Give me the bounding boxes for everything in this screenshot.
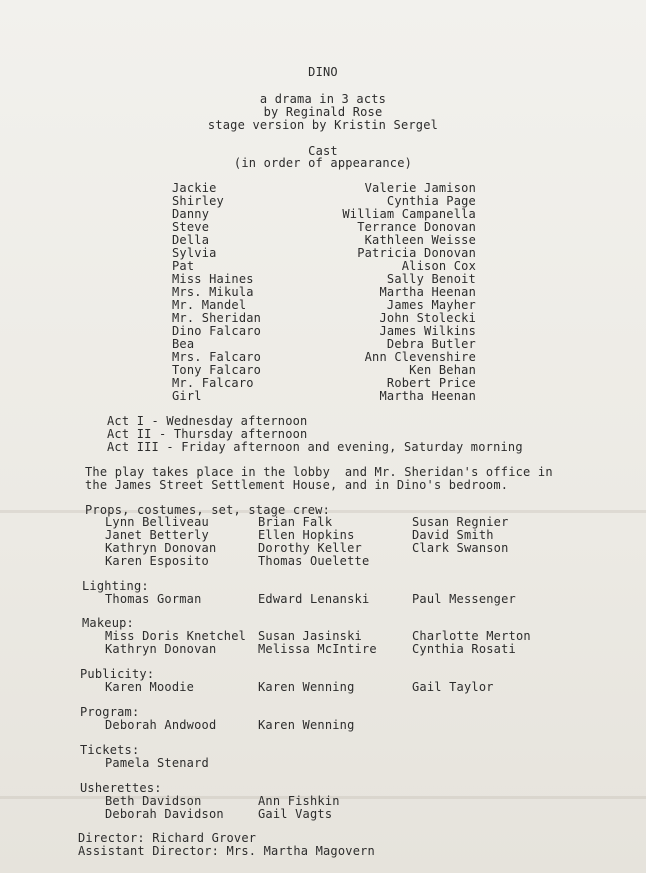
crew-heading: Props, costumes, set, stage crew: [85, 503, 331, 517]
cast-role: Mr. Mandel [172, 298, 247, 312]
crew-name: Paul Messenger [412, 592, 516, 606]
cast-actor: Valerie Jamison [364, 181, 476, 195]
play-author: by Reginald Rose [263, 105, 383, 119]
crew-name: Karen Esposito [105, 554, 209, 568]
cast-actor: William Campanella [342, 207, 476, 221]
crew-heading: Usherettes: [80, 781, 162, 795]
crew-name: Susan Regnier [412, 515, 509, 529]
crew-heading: Tickets: [80, 743, 140, 757]
crew-name: Pamela Stenard [105, 756, 209, 770]
director-credit: Director: Richard Grover [78, 831, 257, 845]
cast-actor: James Wilkins [379, 324, 476, 338]
act-line: Act I - Wednesday afternoon [107, 414, 308, 428]
crew-name: Miss Doris Knetchel [105, 629, 247, 643]
cast-actor: John Stolecki [379, 311, 476, 325]
cast-role: Mrs. Falcaro [172, 350, 262, 364]
crew-name: Karen Moodie [105, 680, 195, 694]
crew-name: Clark Swanson [412, 541, 509, 555]
crew-heading: Lighting: [82, 579, 149, 593]
crew-name: Karen Wenning [258, 680, 355, 694]
cast-role: Girl [172, 389, 202, 403]
crew-name: Lynn Belliveau [105, 515, 209, 529]
play-title: DINO [308, 65, 338, 79]
crew-heading: Publicity: [80, 667, 155, 681]
cast-actor: Terrance Donovan [357, 220, 476, 234]
cast-role: Mrs. Mikula [172, 285, 254, 299]
crew-name: Deborah Davidson [105, 807, 224, 821]
cast-role: Della [172, 233, 210, 247]
cast-role: Shirley [172, 194, 224, 208]
cast-actor: Martha Heenan [379, 285, 476, 299]
assistant-director-credit: Assistant Director: Mrs. Martha Magovern [78, 844, 375, 858]
crew-name: Kathryn Donovan [105, 642, 217, 656]
act-line: Act II - Thursday afternoon [107, 427, 308, 441]
crew-name: Edward Lenanski [258, 592, 370, 606]
crew-name: Dorothy Keller [258, 541, 362, 555]
crew-name: Brian Falk [258, 515, 333, 529]
cast-role: Pat [172, 259, 195, 273]
crew-name: Gail Vagts [258, 807, 333, 821]
crew-name: Deborah Andwood [105, 718, 217, 732]
crew-heading: Makeup: [82, 616, 134, 630]
crew-name: Gail Taylor [412, 680, 494, 694]
crew-name: Kathryn Donovan [105, 541, 217, 555]
cast-actor: Robert Price [386, 376, 476, 390]
crew-name: Susan Jasinski [258, 629, 362, 643]
crew-heading: Program: [80, 705, 140, 719]
cast-actor: Kathleen Weisse [364, 233, 476, 247]
play-adaptation: stage version by Kristin Sergel [207, 118, 439, 132]
cast-note: (in order of appearance) [233, 156, 413, 170]
cast-actor: Debra Butler [386, 337, 476, 351]
cast-actor: James Mayher [386, 298, 476, 312]
crew-name: Charlotte Merton [412, 629, 531, 643]
crew-name: Thomas Gorman [105, 592, 202, 606]
crew-name: Karen Wenning [258, 718, 355, 732]
cast-actor: Sally Benoit [386, 272, 476, 286]
cast-role: Jackie [172, 181, 217, 195]
cast-role: Dino Falcaro [172, 324, 262, 338]
crew-name: Thomas Ouelette [258, 554, 370, 568]
cast-role: Mr. Sheridan [172, 311, 262, 325]
cast-role: Danny [172, 207, 210, 221]
cast-actor: Alison Cox [401, 259, 476, 273]
setting-line: The play takes place in the lobby and Mr. Sheridan's office in [85, 465, 553, 479]
crew-name: Cynthia Rosati [412, 642, 516, 656]
cast-heading: Cast [308, 144, 338, 158]
cast-role: Mr. Falcaro [172, 376, 254, 390]
cast-role: Steve [172, 220, 210, 234]
cast-actor: Ken Behan [409, 363, 476, 377]
crew-name: Ann Fishkin [258, 794, 340, 808]
act-line: Act III - Friday afternoon and evening, Saturday morning [107, 440, 523, 454]
play-subtitle: a drama in 3 acts [259, 92, 387, 106]
cast-actor: Martha Heenan [379, 389, 476, 403]
cast-role: Miss Haines [172, 272, 254, 286]
crew-name: David Smith [412, 528, 494, 542]
setting-line: the James Street Settlement House, and in Dino's bedroom. [85, 478, 509, 492]
crew-name: Janet Betterly [105, 528, 209, 542]
crew-name: Beth Davidson [105, 794, 202, 808]
cast-role: Sylvia [172, 246, 217, 260]
cast-actor: Cynthia Page [386, 194, 476, 208]
cast-role: Bea [172, 337, 195, 351]
crew-name: Melissa McIntire [258, 642, 377, 656]
cast-actor: Patricia Donovan [357, 246, 476, 260]
crew-name: Ellen Hopkins [258, 528, 355, 542]
cast-role: Tony Falcaro [172, 363, 262, 377]
cast-actor: Ann Clevenshire [364, 350, 476, 364]
